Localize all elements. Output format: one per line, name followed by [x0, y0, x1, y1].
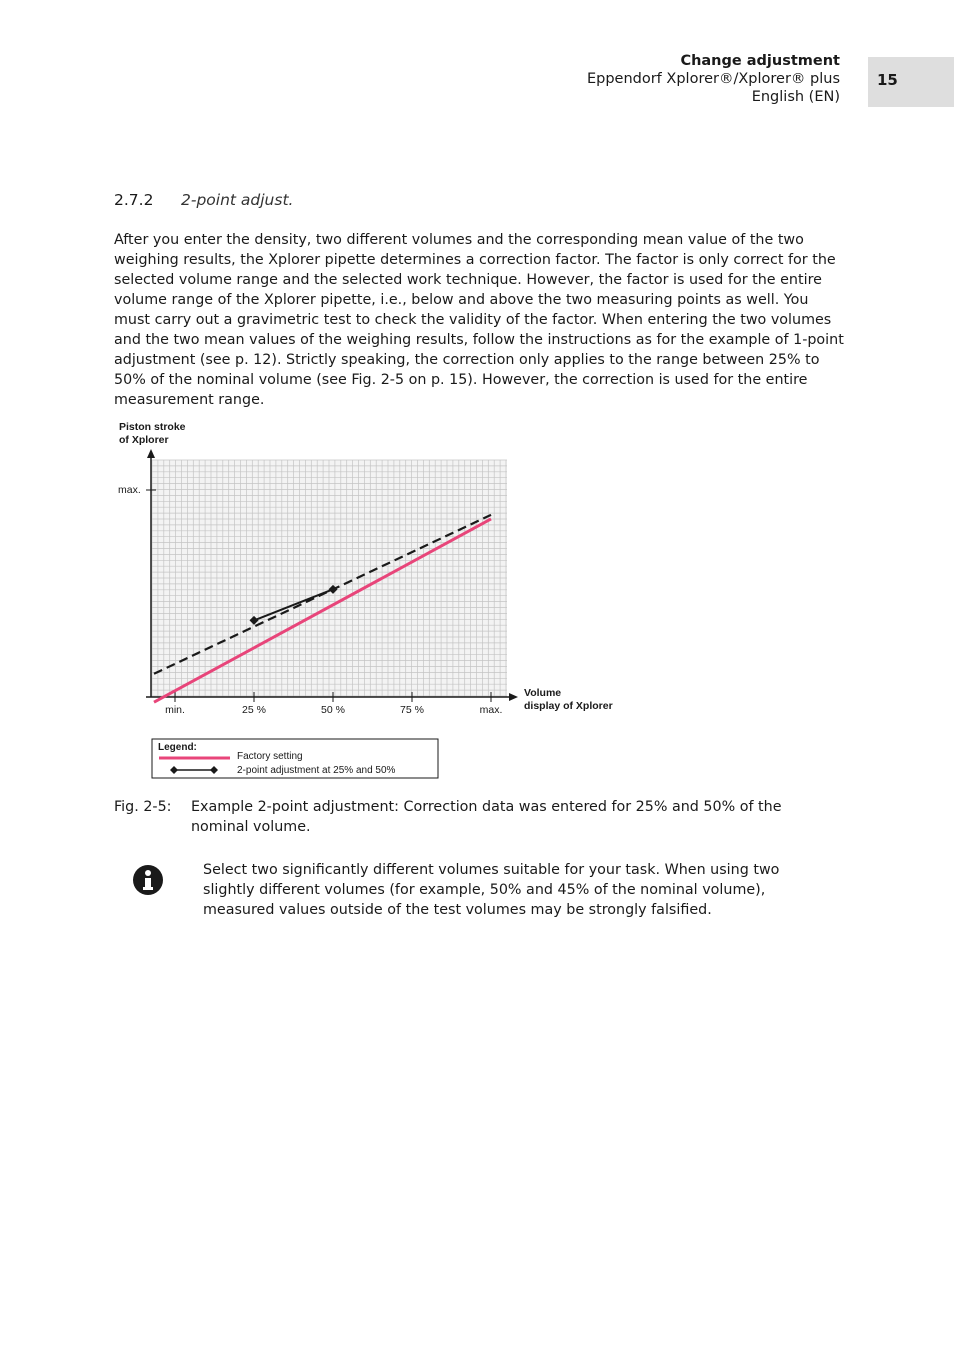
legend-entry-factory: Factory setting: [237, 751, 303, 762]
legend-title: Legend:: [158, 742, 197, 753]
header-language: English (EN): [751, 89, 840, 105]
chart-grid: [152, 460, 507, 697]
x-tick-label: max.: [479, 704, 503, 716]
x-axis-label-line1: Volume: [524, 687, 562, 699]
x-axis-label-line2: display of Xplorer: [524, 700, 613, 712]
x-tick-label: min.: [165, 704, 185, 716]
y-axis-arrow: [147, 449, 155, 458]
y-tick-label: max.: [118, 484, 141, 496]
x-tick-label: 50 %: [321, 704, 345, 716]
info-note: Select two significantly different volumes suitable for your task. When using two slightly different volumes (for example, 50% and 45% of the nominal volume), measured values outside of the test volumes may be strongly falsified.: [203, 862, 780, 918]
x-tick-label: 75 %: [400, 704, 424, 716]
info-icon: [133, 865, 163, 895]
figure-label: Fig. 2-5:: [114, 799, 172, 815]
y-axis-label-line1: Piston stroke: [119, 421, 186, 433]
page-number: 15: [877, 71, 898, 89]
section-number: 2.7.2: [114, 191, 154, 209]
x-axis-arrow: [509, 693, 518, 701]
x-tick-label: 25 %: [242, 704, 266, 716]
header-title: Change adjustment: [680, 53, 840, 69]
figure-caption-text: Example 2-point adjustment: Correction data was entered for 25% and 50% of the nominal volume.: [191, 799, 782, 835]
section-title: 2-point adjust.: [181, 191, 294, 209]
y-axis-label-line2: of Xplorer: [119, 434, 169, 446]
legend-entry-2point: 2-point adjustment at 25% and 50%: [237, 765, 396, 776]
body-paragraph: After you enter the density, two different volumes and the corresponding mean value of the two weighing results, the Xplorer pipette determines a correction factor. The factor is only correct for the selected volume range and the selected work technique. However, the factor is used for the entire volume range of the Xplorer pipette, i.e., below and above the two measuring points as well. You must carry out a gravimetric test to check the validity of the factor. When entering the two volumes and the two mean values of the weighing results, follow the instructions as for the example of 1-point adjustment (see p. 12). Strictly speaking, the correction only applies to the range between 25% to 50% of the nominal volume (see Fig. 2-5 on p. 15). However, the correction is used for the entire measurement range.: [114, 232, 844, 408]
figure-caption: [114, 797, 834, 837]
header-product: Eppendorf Xplorer®/Xplorer® plus: [586, 71, 840, 87]
